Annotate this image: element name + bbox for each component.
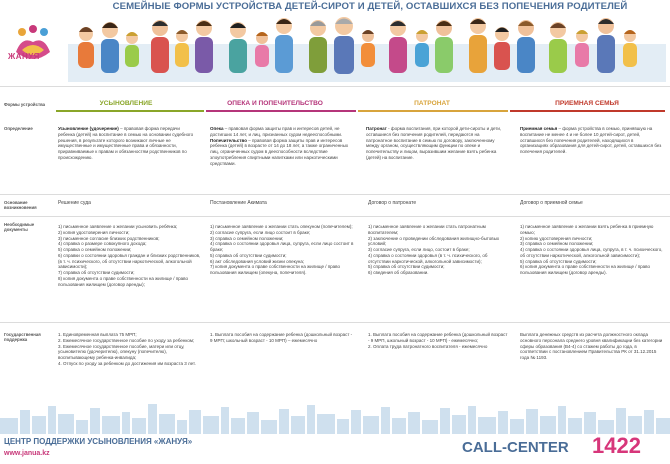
doc-item: 3) справка о семейном положении; [520,241,594,247]
definition-term: Усыновление (удочерение) [58,126,119,131]
doc-item: 1) письменное заявление о желании стать опекуном (попечителем); [210,224,353,229]
call-center-number[interactable]: 1422 [592,433,641,458]
doc-item: 4) справка о размере совокупного дохода; [58,241,147,247]
doc-item: 5) справка об отсутствии судимости; [210,252,287,258]
definition-text: - форма воспитания, при которой дети-сироты и дети, оставшиеся без попечения родителей, передаются на патронатное воспитание в семью по договору, заключенному между органом, осуществляющим функции по опеке и попечительству и лицом, выразившим желание взять ребенка (детей) на воспитание. [366,126,502,160]
support-foster-family [520,332,665,361]
doc-item: 4) справка о состоянии здоровья лица, супруга, если лицо состоит в браке; [210,241,354,252]
doc-item: 6) копия документа о праве собственности на жилище / право пользования жилищем (договор аренды). [520,264,651,275]
doc-item: 3) справка о семейном положении; [210,235,284,241]
support-item: 4. Отпуск по уходу за ребенком до достижения им возраста 3 лет. [58,360,196,366]
row-label-basis: Основание возникновения [4,200,37,211]
doc-item: 6) сведения об образовании. [368,270,429,275]
doc-item: 7) копия документа о праве собственности на жилище / право пользования жилищем (опекуна, попечителя). [210,264,341,275]
doc-item: 2) копия удостоверения личности; [58,229,130,235]
doc-item: 3) согласие супруга, если лицо, состоит в браке; [368,247,470,252]
divider-top [0,86,670,87]
definition-patronage [366,126,506,161]
heading-line-adoption [56,110,204,112]
doc-item: 8) копия документа о праве собственности на жилище / право пользования жилищем (договор аренды); [58,275,189,287]
definition-text: – форма устройства в семью, принявшую на воспитание не менее 4 и не более 10 детей-сирот, детей, оставшихся без попечения родителей, находящихся в организациях образования для детей-сирот, детей, оставшихся без попечения родителей. [520,126,662,154]
doc-item: 5) справка об отсутствии судимости; [368,264,445,270]
doc-item: 1) письменное заявление о желании усыновить ребёнка; [58,224,178,229]
definition-term: Патронат [366,126,387,131]
definition-term: Приемная семья [520,126,558,131]
heading-line-guardianship [206,110,356,112]
row-label-documents: Необходимые документы [4,222,35,233]
logo-text: ЖАНУЯ [8,52,40,61]
heading-patronage: ПАТРОНАТ [414,100,450,107]
documents-adoption [58,224,203,287]
call-center-label: CALL-CENTER [462,439,569,456]
row-label-definition: Определение [4,126,33,131]
support-adoption [58,332,203,367]
row-label-support: Государственная поддержка [4,332,41,343]
doc-item: 2) копию удостоверения личности; [520,235,593,241]
doc-item: 5) справка о семейном положении; [58,247,132,252]
support-item: 3. Ежемесячное государственное пособие, матери или отцу, усыновителю (удочерителю), опекуну (попечителю), воспитывающему ребенка-инвалида; [58,343,185,360]
support-item: Выплата денежных средств из расчета должностного оклада основного персонала среднего уровня квалификации без категории сферы образования (В4-4) со стажем работы до года, в соответствии с постановлением Правительства РК от 31.12.2015 года № 1193. [520,332,663,360]
definition-adoption [58,126,198,161]
page-title: СЕМЕЙНЫЕ ФОРМЫ УСТРОЙСТВА ДЕТЕЙ-СИРОТ И ДЕТЕЙ, ОСТАВШИХСЯ БЕЗ ПОПЕЧЕНИЯ РОДИТЕЛЕЙ [112,1,628,12]
basis-guardianship: Постановление Акимата [210,200,267,206]
heading-foster-family: ПРИЕМНАЯ СЕМЬЯ [555,100,619,107]
divider-support [0,322,670,323]
footer-website-link[interactable]: www.janua.kz [4,450,50,457]
divider-basis [0,194,670,195]
doc-item: 3) письменное согласие близких родственников; [58,235,160,241]
documents-guardianship [210,224,355,276]
definition-text: – правовая форма передачи ребенка (детей) на воспитание в семью на основании судебного решения, в результате которого возникают личные не имущественные и имущественные права и обязанности, приравниваемые к правам и обязанностям родственников по происхождению. [58,126,194,160]
doc-item: 2) заключение о проведении обследования жилищно-бытовых условий; [368,235,500,247]
heading-line-patronage [358,110,508,112]
doc-item: 6) справки о состоянии здоровья граждан и близких родственников, (в т. ч. психического, об отсутствии наркотической, алкогольной зависимости); [58,252,201,270]
footer-center-name: ЦЕНТР ПОДДЕРЖКИ УСЫНОВЛЕНИЯ «ЖАНУЯ» [4,437,193,446]
support-item: 1. Выплата пособия на содержание ребенка (дошкольный возраст - 9 МРП, школьный возраст - 10 МРП) - ежемесячно; [368,332,508,343]
support-item: 1. Единовременная выплата 75 МРП; [58,332,137,337]
definition-guardianship [210,126,350,166]
documents-patronage [368,224,510,276]
heading-guardianship: ОПЕКА И ПОПЕЧИТЕЛЬСТВО [227,100,323,107]
doc-item: 5) справка об отсутствии судимости; [520,258,597,264]
support-item: 1. Выплата пособия на содержание ребенка (дошкольный возраст - 9 МРП; школьный возраст - 10 МРП) – ежемесячно [210,332,353,343]
doc-item: 4) справка о состоянии здоровья лица, супруга, в т. ч. психического, об отсутствии наркотической, алкогольной зависимости); [520,247,663,258]
documents-foster-family [520,224,665,276]
janua-logo-icon [8,22,58,70]
definition-term-2: Попечительство [210,137,247,143]
row-label-forms: Формы устройства [4,102,46,107]
definition-text-2: – правовая форма защиты прав и интересов ребенка (детей) в возрасте от 14 до 18 лет, а также ограниченных лиц, ограниченных судом в дееспособности вследствие злоупотребления спиртными напитками или наркотическими средствами. [210,137,349,166]
support-item: 2. Оплата труда патронатного воспитателя - ежемесячно [368,343,488,349]
definition-term: Опека [210,126,224,131]
definition-foster-family [520,126,662,155]
definition-text: – правовая форма защиты прав и интересов детей, не достигших 14 лет, и лиц, признанных судом недееспособными. [210,126,343,137]
doc-item: 1) письменное заявление о желании взять ребенка в приемную семью; [520,224,654,235]
family-illustration [68,14,666,82]
heading-adoption: УСЫНОВЛЕНИЕ [99,100,153,107]
doc-item: 2) согласие супруга, если лицо состоит в браке; [210,229,311,235]
support-patronage [368,332,510,349]
basis-patronage: Договор о патронате [368,200,417,206]
basis-adoption: Решение суда [58,200,91,206]
city-skyline-illustration [0,404,670,434]
support-item: 2. Ежемесячное государственное пособие по уходу за ребенком; [58,337,195,343]
basis-foster-family: Договор о приемной семье [520,200,583,206]
doc-item: 1) письменное заявление о желании стать патронатным воспитателем; [368,224,486,235]
heading-line-foster-family [510,110,665,112]
doc-item: 6) акт обследования условий жизни опекуна; [210,258,305,264]
divider-documents [0,216,670,217]
support-guardianship [210,332,355,344]
doc-item: 7) справка об отсутствии судимости; [58,270,135,275]
doc-item: 4) справка о состоянии здоровья (в т. ч. психического, об отсутствии наркотической, алкогольной зависимости); [368,252,488,264]
